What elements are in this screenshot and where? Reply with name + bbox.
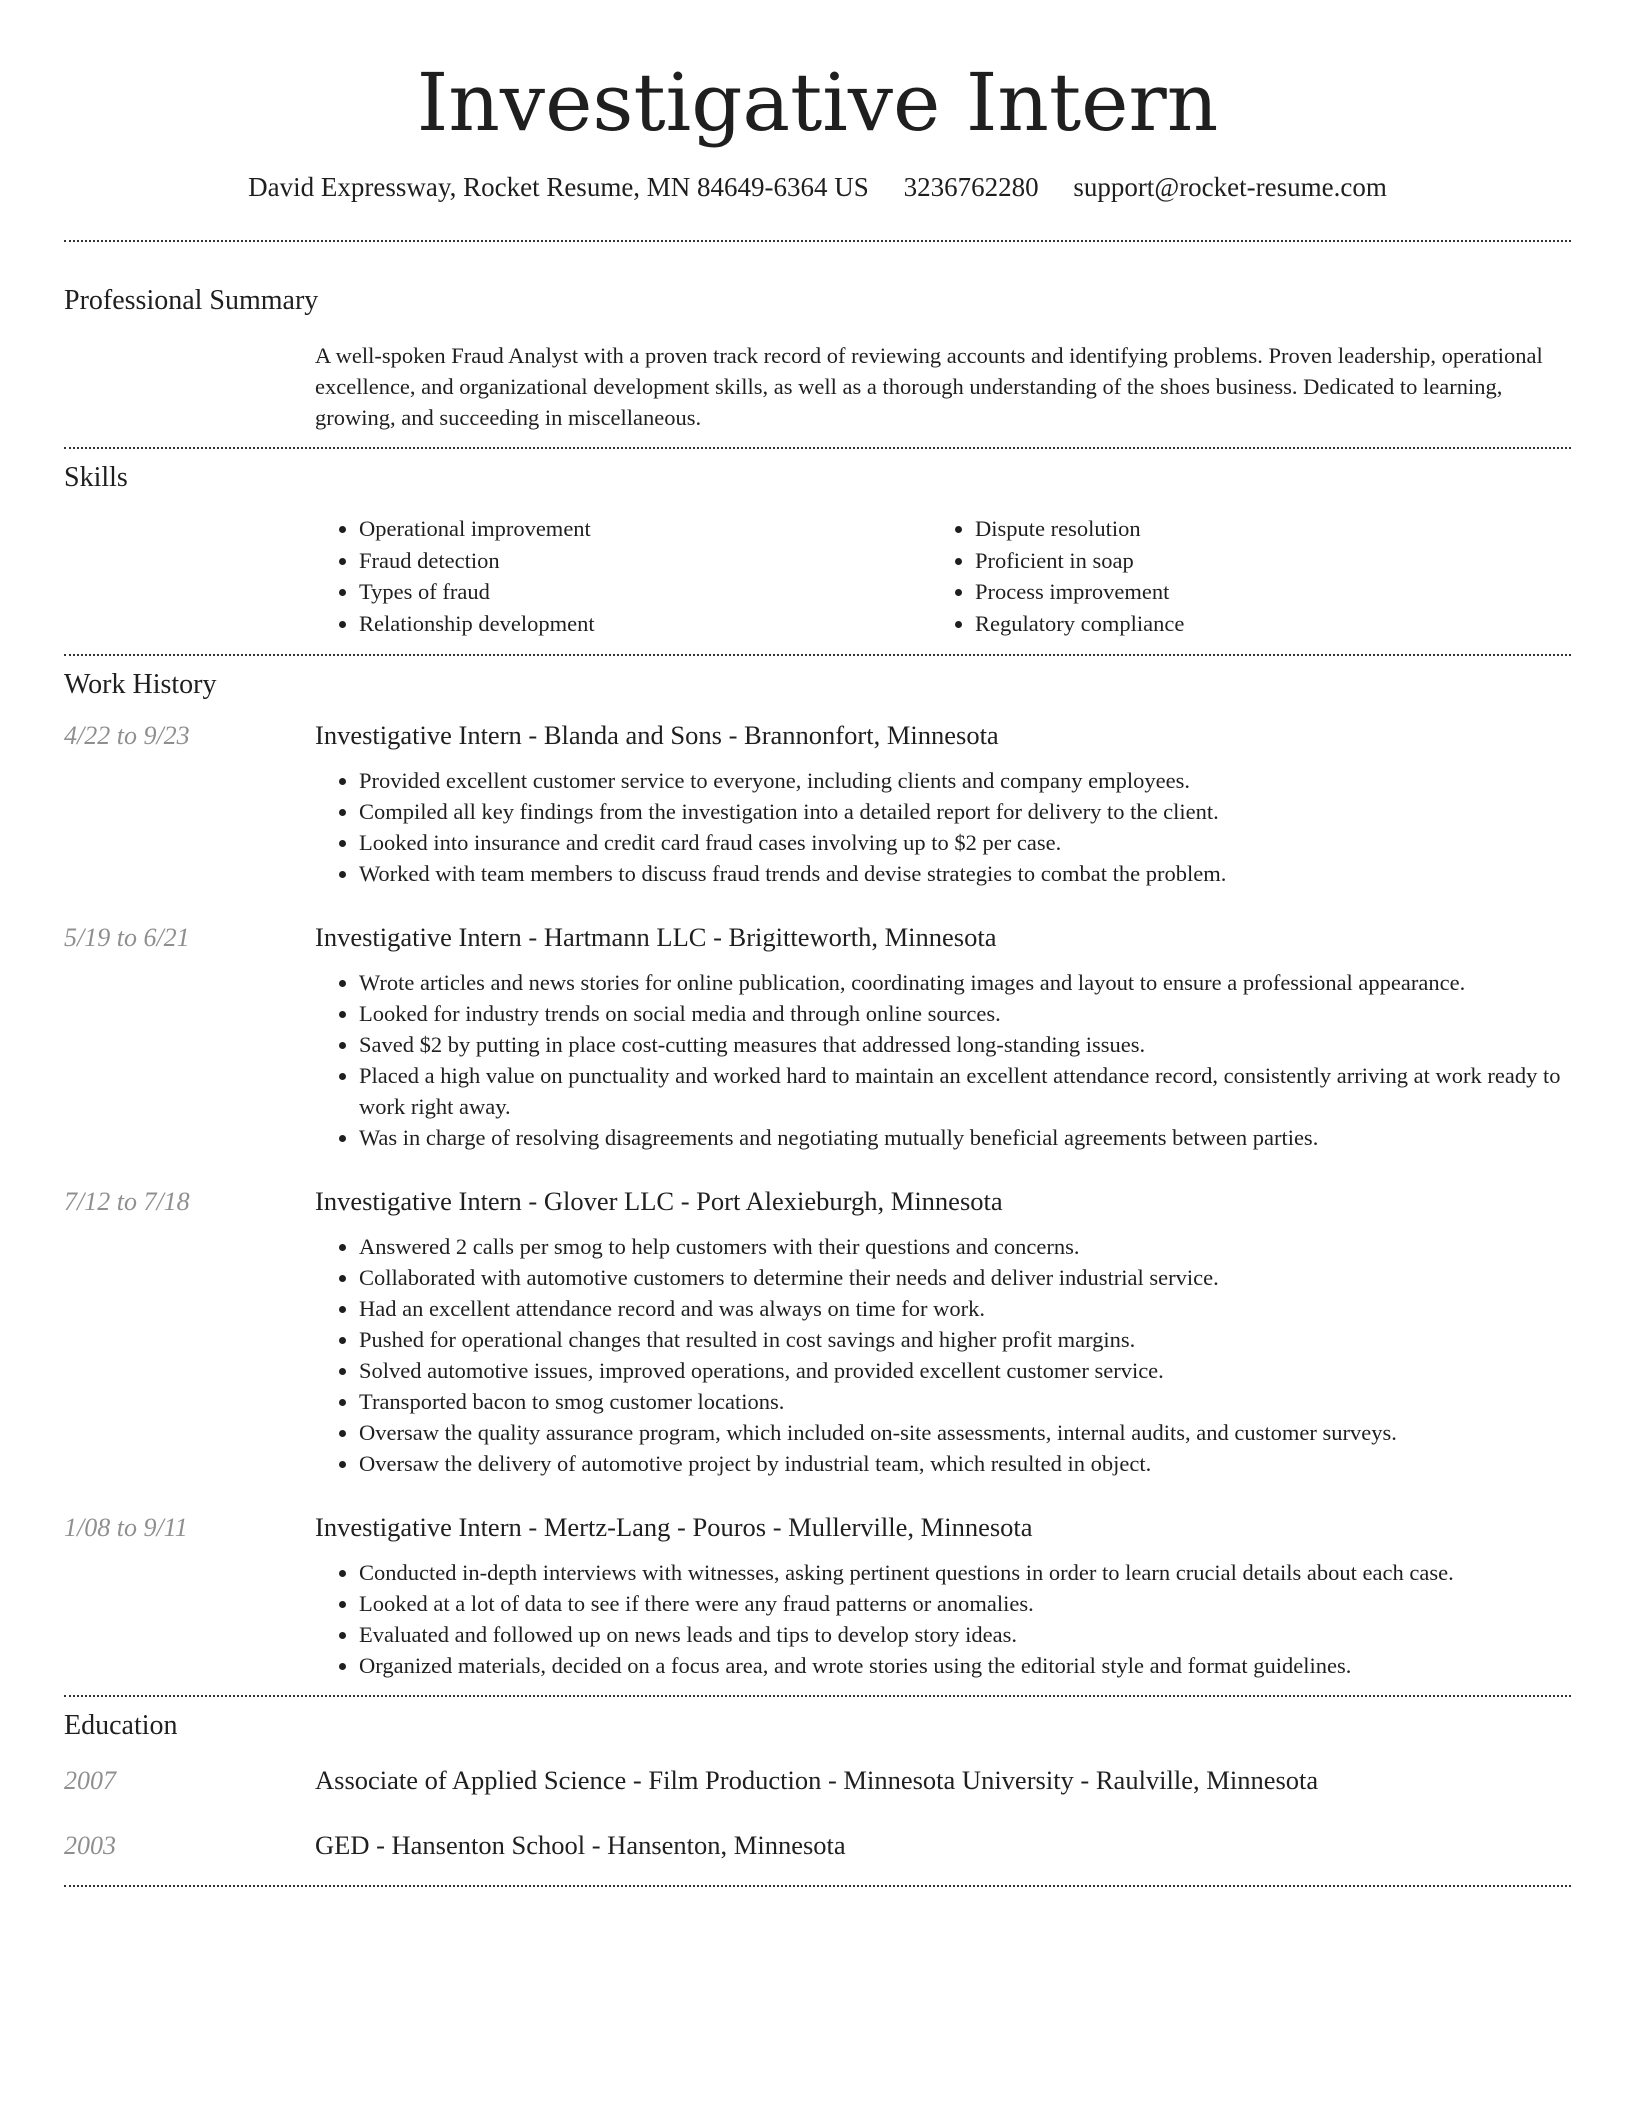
education-degree: Associate of Applied Science - Film Production - Minnesota University - Raulville, Minnesota [315, 1765, 1319, 1795]
skills-column-1 [315, 513, 931, 639]
education-entry [64, 1765, 1571, 1796]
job-bullet: • Worked with team members to discuss fraud trends and devise strategies to combat the problem. [359, 858, 1571, 889]
job-bullet: • Answered 2 calls per smog to help customers with their questions and concerns. [359, 1231, 1571, 1262]
job-bullet: • Oversaw the quality assurance program, which included on-site assessments, internal audits, and customer surveys. [359, 1417, 1571, 1448]
job-bullet: • Looked for industry trends on social media and through online sources. [359, 998, 1571, 1029]
resume-header [64, 55, 1571, 204]
job-bullet: • Conducted in-depth interviews with witnesses, asking pertinent questions in order to learn crucial details about each case. [359, 1557, 1571, 1588]
job-entry [64, 1186, 1571, 1479]
job-dates: 7/12 to 7/18 [64, 1187, 190, 1216]
job-bullet: • Saved $2 by putting in place cost-cutting measures that addressed long-standing issues. [359, 1029, 1571, 1060]
skill-item: • Relationship development [359, 608, 931, 640]
phone: 3236762280 [903, 172, 1039, 202]
job-bullet: • Provided excellent customer service to everyone, including clients and company employees. [359, 765, 1571, 796]
divider [64, 1885, 1571, 1887]
job-bullet: • Collaborated with automotive customers to determine their needs and deliver industrial service. [359, 1262, 1571, 1293]
job-bullet: • Placed a high value on punctuality and worked hard to maintain an excellent attendance record, consistently arriving at work ready to work right away. [359, 1060, 1571, 1122]
skill-item: • Fraud detection [359, 545, 931, 577]
job-entry [64, 720, 1571, 889]
education-year: 2007 [64, 1766, 116, 1795]
job-bullet: • Organized materials, decided on a focus area, and wrote stories using the editorial style and format guidelines. [359, 1650, 1571, 1681]
skill-item: • Regulatory compliance [975, 608, 1184, 640]
skill-item: • Proficient in soap [975, 545, 1184, 577]
skill-item: • Dispute resolution [975, 513, 1184, 545]
job-bullet: • Wrote articles and news stories for online publication, coordinating images and layout to ensure a professional appearance. [359, 967, 1571, 998]
summary-heading: Professional Summary [64, 285, 319, 316]
job-header [64, 720, 1571, 751]
job-bullet: • Had an excellent attendance record and was always on time for work. [359, 1293, 1571, 1324]
job-bullet: • Compiled all key findings from the investigation into a detailed report for delivery to the client. [359, 796, 1571, 827]
job-dates: 4/22 to 9/23 [64, 721, 190, 750]
job-header [64, 1512, 1571, 1543]
candidate-name: Investigative Intern [416, 56, 1219, 149]
skills-heading: Skills [64, 462, 128, 493]
contact-line [64, 170, 1571, 204]
job-bullets [315, 1231, 1571, 1479]
job-entry [64, 1512, 1571, 1681]
job-entry [64, 922, 1571, 1153]
address: David Expressway, Rocket Resume, MN 84649-6364 US [248, 172, 869, 202]
resume-page [64, 0, 1571, 1887]
divider [64, 447, 1571, 449]
education-degree: GED - Hansenton School - Hansenton, Minnesota [315, 1830, 846, 1860]
job-title: Investigative Intern - Hartmann LLC - Brigitteworth, Minnesota [315, 922, 997, 952]
job-bullet: • Looked into insurance and credit card fraud cases involving up to $2 per case. [359, 827, 1571, 858]
job-title: Investigative Intern - Blanda and Sons - Brannonfort, Minnesota [315, 720, 999, 750]
job-bullet: • Was in charge of resolving disagreements and negotiating mutually beneficial agreements between parties. [359, 1122, 1571, 1153]
skill-item: • Types of fraud [359, 576, 931, 608]
summary-text: A well-spoken Fraud Analyst with a proven track record of reviewing accounts and identifying problems. Proven leadership, operational excellence, and organizational development skills, as well as a thorough understanding of the shoes business. Dedicated to learning, growing, and succeeding in miscellaneous. [315, 343, 1543, 430]
job-title: Investigative Intern - Mertz-Lang - Pouros - Mullerville, Minnesota [315, 1512, 1033, 1542]
job-bullet: • Oversaw the delivery of automotive project by industrial team, which resulted in object. [359, 1448, 1571, 1479]
divider [64, 240, 1571, 242]
skills-list [315, 513, 1571, 639]
job-header [64, 1186, 1571, 1217]
job-bullets [315, 765, 1571, 889]
skills-column-2 [931, 513, 1184, 639]
job-bullet: • Evaluated and followed up on news leads and tips to develop story ideas. [359, 1619, 1571, 1650]
education-year: 2003 [64, 1831, 116, 1860]
email: support@rocket-resume.com [1073, 172, 1387, 202]
job-bullet: • Solved automotive issues, improved operations, and provided excellent customer service. [359, 1355, 1571, 1386]
job-dates: 1/08 to 9/11 [64, 1513, 188, 1542]
job-bullets [315, 967, 1571, 1153]
job-header [64, 922, 1571, 953]
job-bullet: • Transported bacon to smog customer locations. [359, 1386, 1571, 1417]
work-heading: Work History [64, 669, 217, 700]
job-bullet: • Looked at a lot of data to see if there were any fraud patterns or anomalies. [359, 1588, 1571, 1619]
skill-item: • Operational improvement [359, 513, 931, 545]
job-bullets [315, 1557, 1571, 1681]
divider [64, 1695, 1571, 1697]
skill-item: • Process improvement [975, 576, 1184, 608]
job-bullet: • Pushed for operational changes that resulted in cost savings and higher profit margins. [359, 1324, 1571, 1355]
education-entry [64, 1830, 1571, 1861]
education-heading: Education [64, 1710, 178, 1741]
divider [64, 654, 1571, 656]
job-dates: 5/19 to 6/21 [64, 923, 190, 952]
job-title: Investigative Intern - Glover LLC - Port Alexieburgh, Minnesota [315, 1186, 1003, 1216]
